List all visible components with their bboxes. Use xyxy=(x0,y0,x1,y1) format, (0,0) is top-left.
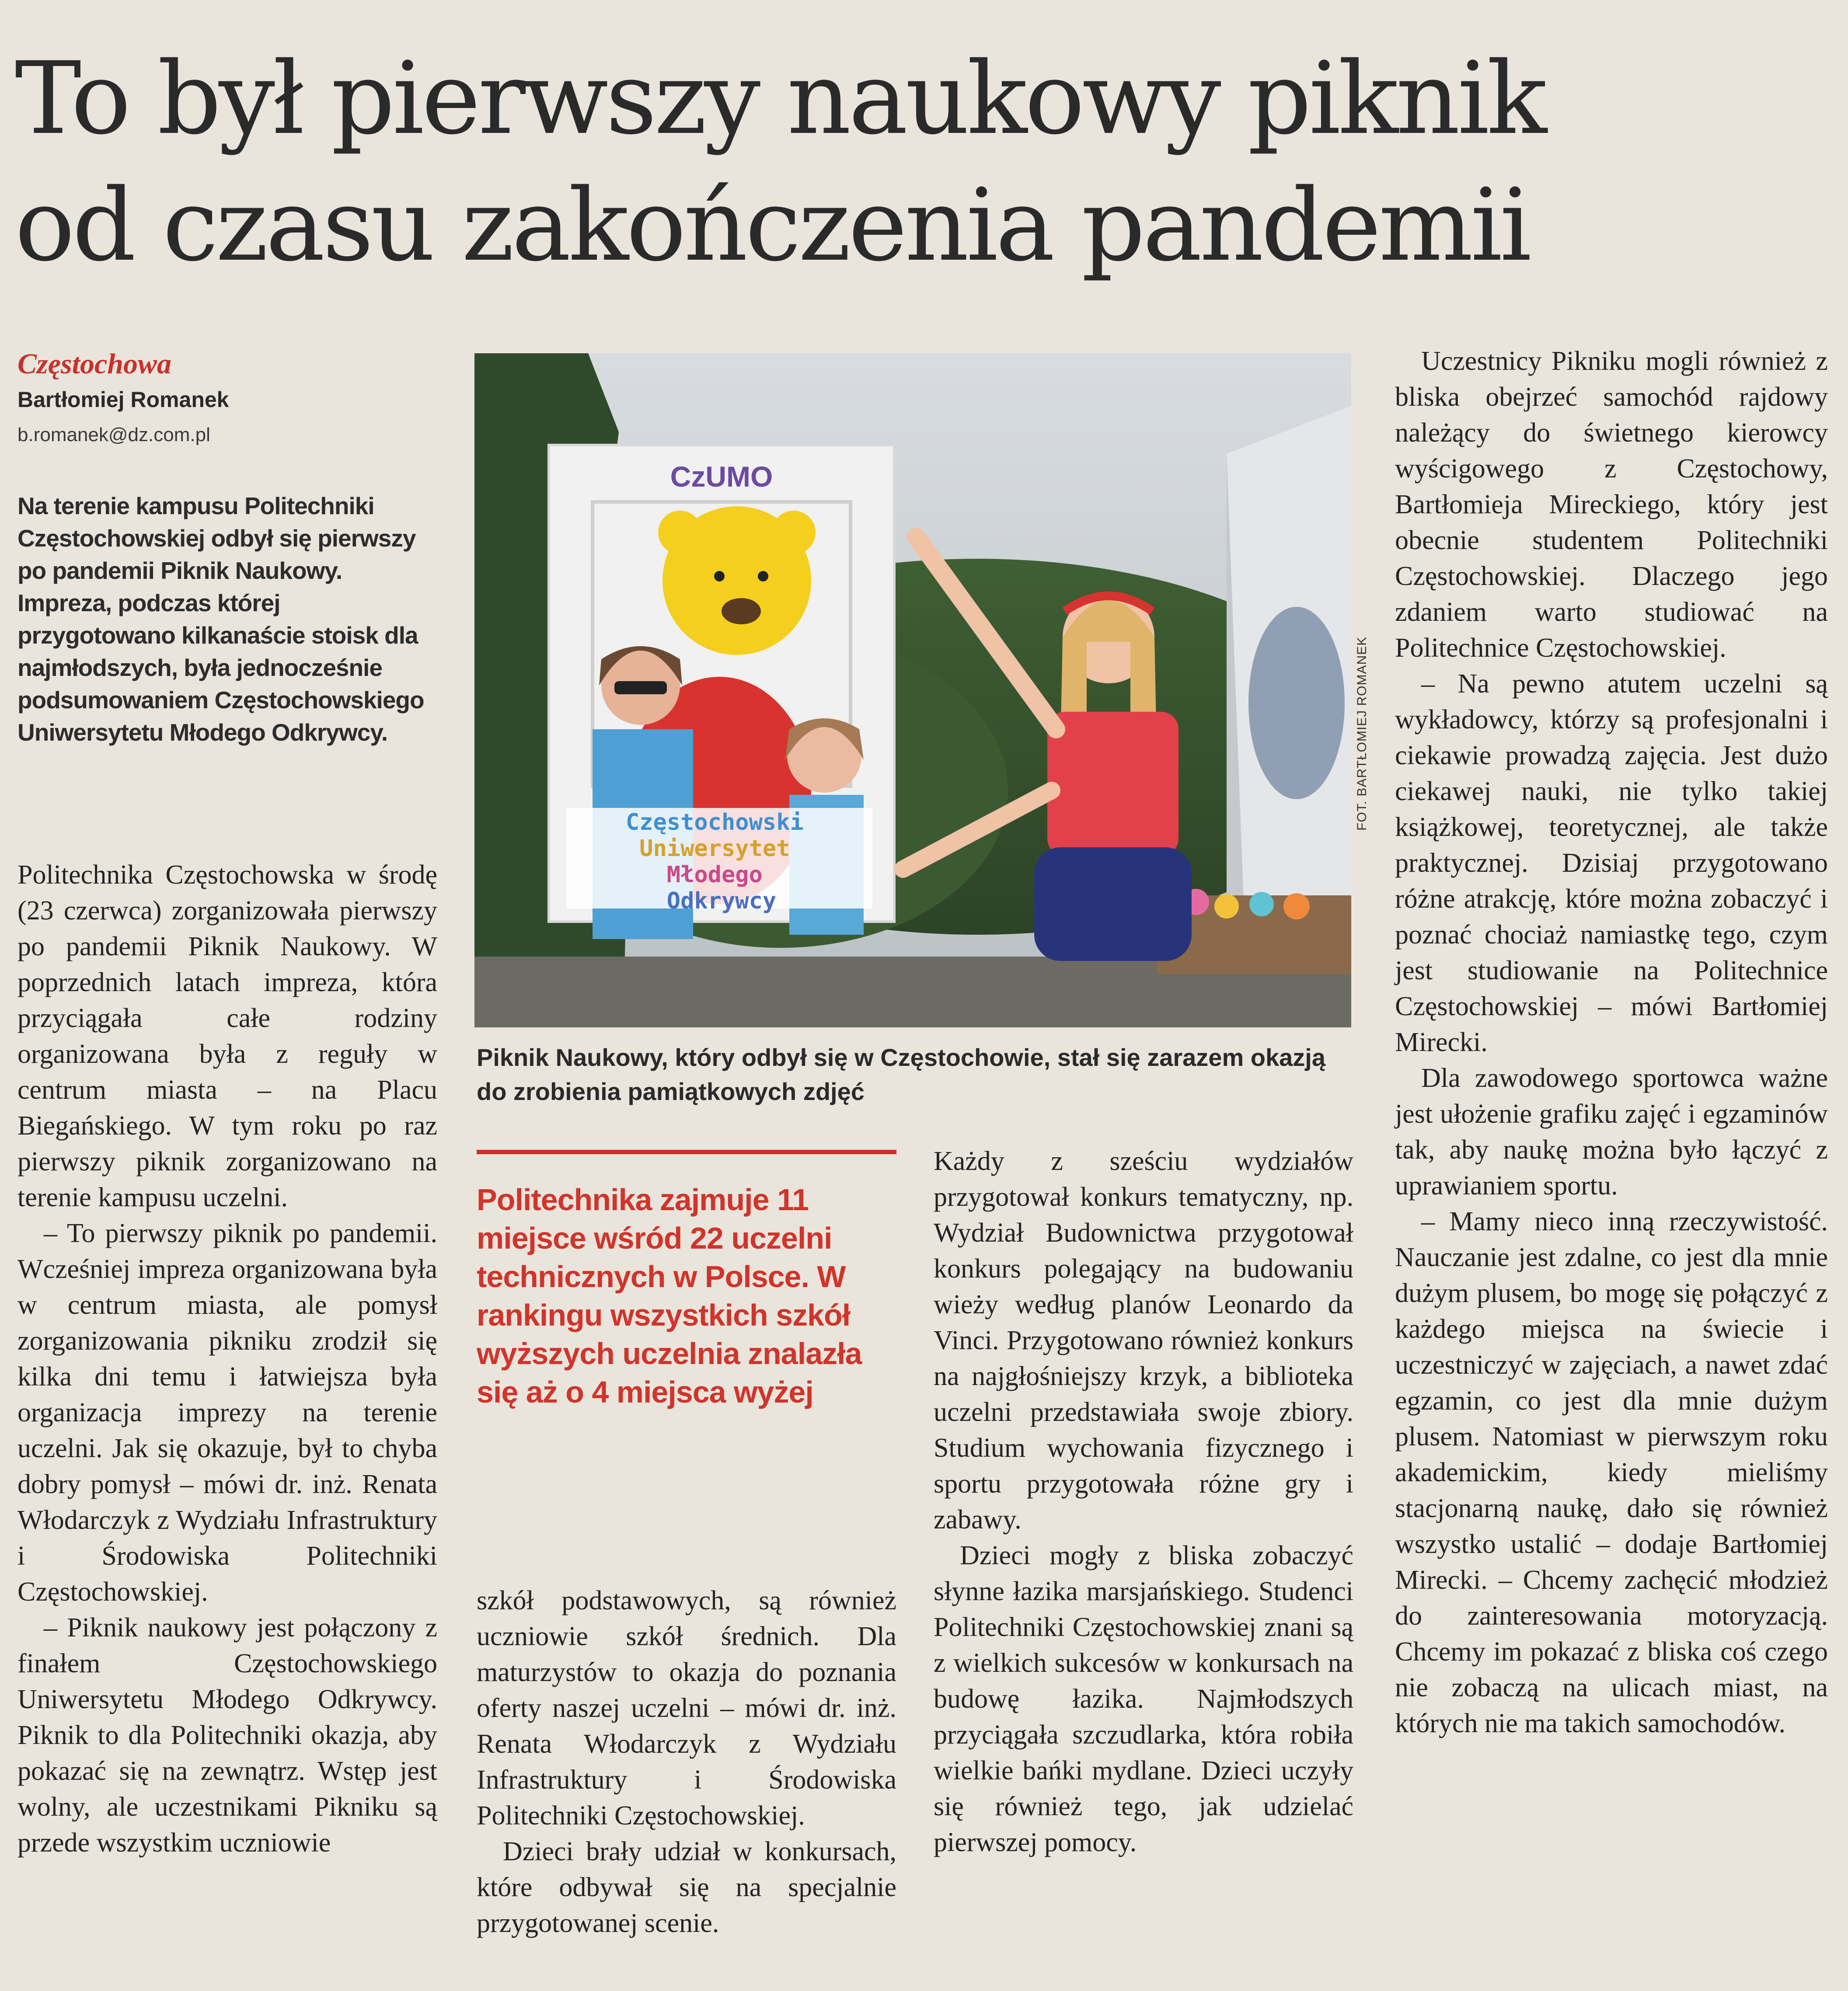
frame-text-line-1: Częstochowski xyxy=(625,809,804,835)
paragraph: Dzieci mogły z bliska zobaczyć słynne łazika marsjańskiego. Studenci Politechniki Częstochowskiej znani są z wielkich sukcesów w konkursach na budowę łazika. Najmłodszych przyciągała szczudlarka, która robiła wielkie bańki mydlane. Dzieci uczyły się również tego, jak udzielać pierwszej pomocy. xyxy=(934,1541,1353,1857)
frame-logo: CzUMO xyxy=(670,460,773,493)
host-shirt xyxy=(1047,712,1179,856)
paragraph: – Mamy nieco inną rzeczywistość. Nauczanie jest zdalne, co jest dla mnie dużym plusem, bo mogę się połączyć z każdego miejsca na świecie i uczestniczyć w zajęciach, a nawet zdać egzamin, co jest dla mnie dużym plusem. Natomiast w pierwszym roku akademickim, kiedy mieliśmy stacjonarną naukę, dało się również wszystko ustalić – dodaje Bartłomiej Mirecki. – Chcemy zachęcić młodzież do zainteresowania motoryzacją. Chcemy im pokazać z bliska coś czego nie zobaczą na ulicach miast, na których nie ma takich samochodów. xyxy=(1395,1207,1828,1738)
frame-text-line-2: Uniwersytet xyxy=(639,835,790,862)
paragraph: – To pierwszy piknik po pandemii. Wcześniej impreza organizowana była w centrum miasta, ale pomysł zorganizowania pikniku zrodził się kilka dni temu i łatwiejsza była organizacja imprezy na terenie uczelni. Jak się okazuje, był to chyba dobry pomysł – mówi dr. inż. Renata Włodarczyk z Wydziału Infrastruktury i Środowiska Politechniki Częstochowskiej. xyxy=(17,1218,437,1607)
byline-email[interactable]: b.romanek@dz.com.pl xyxy=(17,424,210,446)
article-photo xyxy=(474,353,1351,1027)
paragraph: Uczestnicy Pikniku mogli również z bliska obejrzeć samochód rajdowy należący do świetnego kierowcy wyścigowego z Częstochowy, Bartłomieja Mireckiego, który jest obecnie studentem Politechniki Częstochowskiej. Dlaczego jego zdaniem warto studiować na Politechnice Częstochowskiej. xyxy=(1395,346,1828,663)
paragraph: Politechnika Częstochowska w środę (23 czerwca) zorganizowała pierwszy po pandemii Piknik Naukowy. W poprzednich latach impreza, która przyciągała całe rodziny organizowana była z reguły w centrum miasta – na Placu Biegańskiego. W tym roku po raz pierwszy piknik zorganizowano na terenie kampusu uczelni. xyxy=(17,860,437,1212)
paragraph: szkół podstawowych, są również uczniowie szkół średnich. Dla maturzystów to okazja do poznania oferty naszej uczelni – mówi dr. inż. Renata Włodarczyk z Wydziału Infrastruktury i Środowiska Politechniki Częstochowskiej. xyxy=(477,1586,896,1831)
paragraph: Dla zawodowego sportowca ważne jest ułożenie grafiku zajęć i egzaminów tak, aby naukę można było łączyć z uprawianiem sportu. xyxy=(1395,1063,1828,1201)
byline-author: Bartłomiej Romanek xyxy=(17,387,229,412)
frame-text-line-4: Odkrywcy xyxy=(666,888,777,914)
paragraph: – Piknik naukowy jest połączony z finałem Częstochowskiego Uniwersytetu Młodego Odkrywcy. Piknik to dla Politechniki okazja, aby pokazać się na zewnątrz. Wstęp jest wolny, ale uczestnikami Pikniku są przede wszystkim uczniowie xyxy=(17,1613,437,1858)
article-lead: Na terenie kampusu Politechniki Częstochowskiej odbył się pierwszy po pandemii Piknik Naukowy. Impreza, podczas której przygotowano kilkanaście stoisk dla najmłodszych, była jednocześnie podsumowaniem Częstochowskiego Uniwersytetu Młodego Odkrywcy. xyxy=(17,492,424,746)
paragraph: Każdy z sześciu wydziałów przygotował konkurs tematyczny, np. Wydział Budownictwa przygotował konkurs polegający na budowaniu wieży według planów Leonardo da Vinci. Przygotowano również konkurs na najgłośniejszy krzyk, a biblioteka uczelni przedstawiała swoje zbiory. Studium wychowania fizycznego i sportu przygotowała różne gry i zabawy. xyxy=(934,1146,1353,1535)
host-skirt xyxy=(1034,847,1192,961)
paragraph: Dzieci brały udział w konkursach, które odbywał się na specjalnie przygotowanej scenie. xyxy=(477,1837,896,1938)
article-column-3 xyxy=(934,1143,1353,1860)
headline-line-1: To był pierwszy naukowy piknik xyxy=(15,40,1545,157)
tent-emblem xyxy=(1248,607,1345,799)
article-column-1 xyxy=(17,857,437,1861)
frame-text-line-3: Młodego xyxy=(666,862,763,888)
byline-city: Częstochowa xyxy=(17,348,172,380)
pullquote-rule xyxy=(477,1150,896,1154)
photo-caption: Piknik Naukowy, który odbył się w Częstochowie, stał się zarazem okazją do zrobienia pamiątkowych zdjęć xyxy=(477,1044,1325,1105)
headline-line-2: od czasu zakończenia pandemii xyxy=(15,167,1529,283)
article-column-4 xyxy=(1395,343,1828,1741)
article-headline xyxy=(15,35,1720,289)
paragraph: – Na pewno atutem uczelni są wykładowcy, którzy są profesjonalni i ciekawie prowadzą zajęcia. Jest dużo ciekawej nauki, nie tylko takiej książkowej, teoretycznej, ale także praktycznej. Dzisiaj przygotowano różne atrakcję, które można zobaczyć i poznać chociaż namiastkę tego, czym jest studiowanie na Politechnice Częstochowskiej – mówi Bartłomiej Mirecki. xyxy=(1395,669,1828,1057)
article-column-2 xyxy=(477,1583,896,1941)
photo-illustration xyxy=(474,353,1351,1027)
photo-credit: FOT. BARTŁOMIEJ ROMANEK xyxy=(1355,636,1369,831)
pullquote: Politechnika zajmuje 11 miejsce wśród 22 uczelni technicznych w Polsce. W rankingu wszystkich szkół wyższych uczelnia znalazła się aż o 4 miejsca wyżej xyxy=(477,1183,862,1409)
